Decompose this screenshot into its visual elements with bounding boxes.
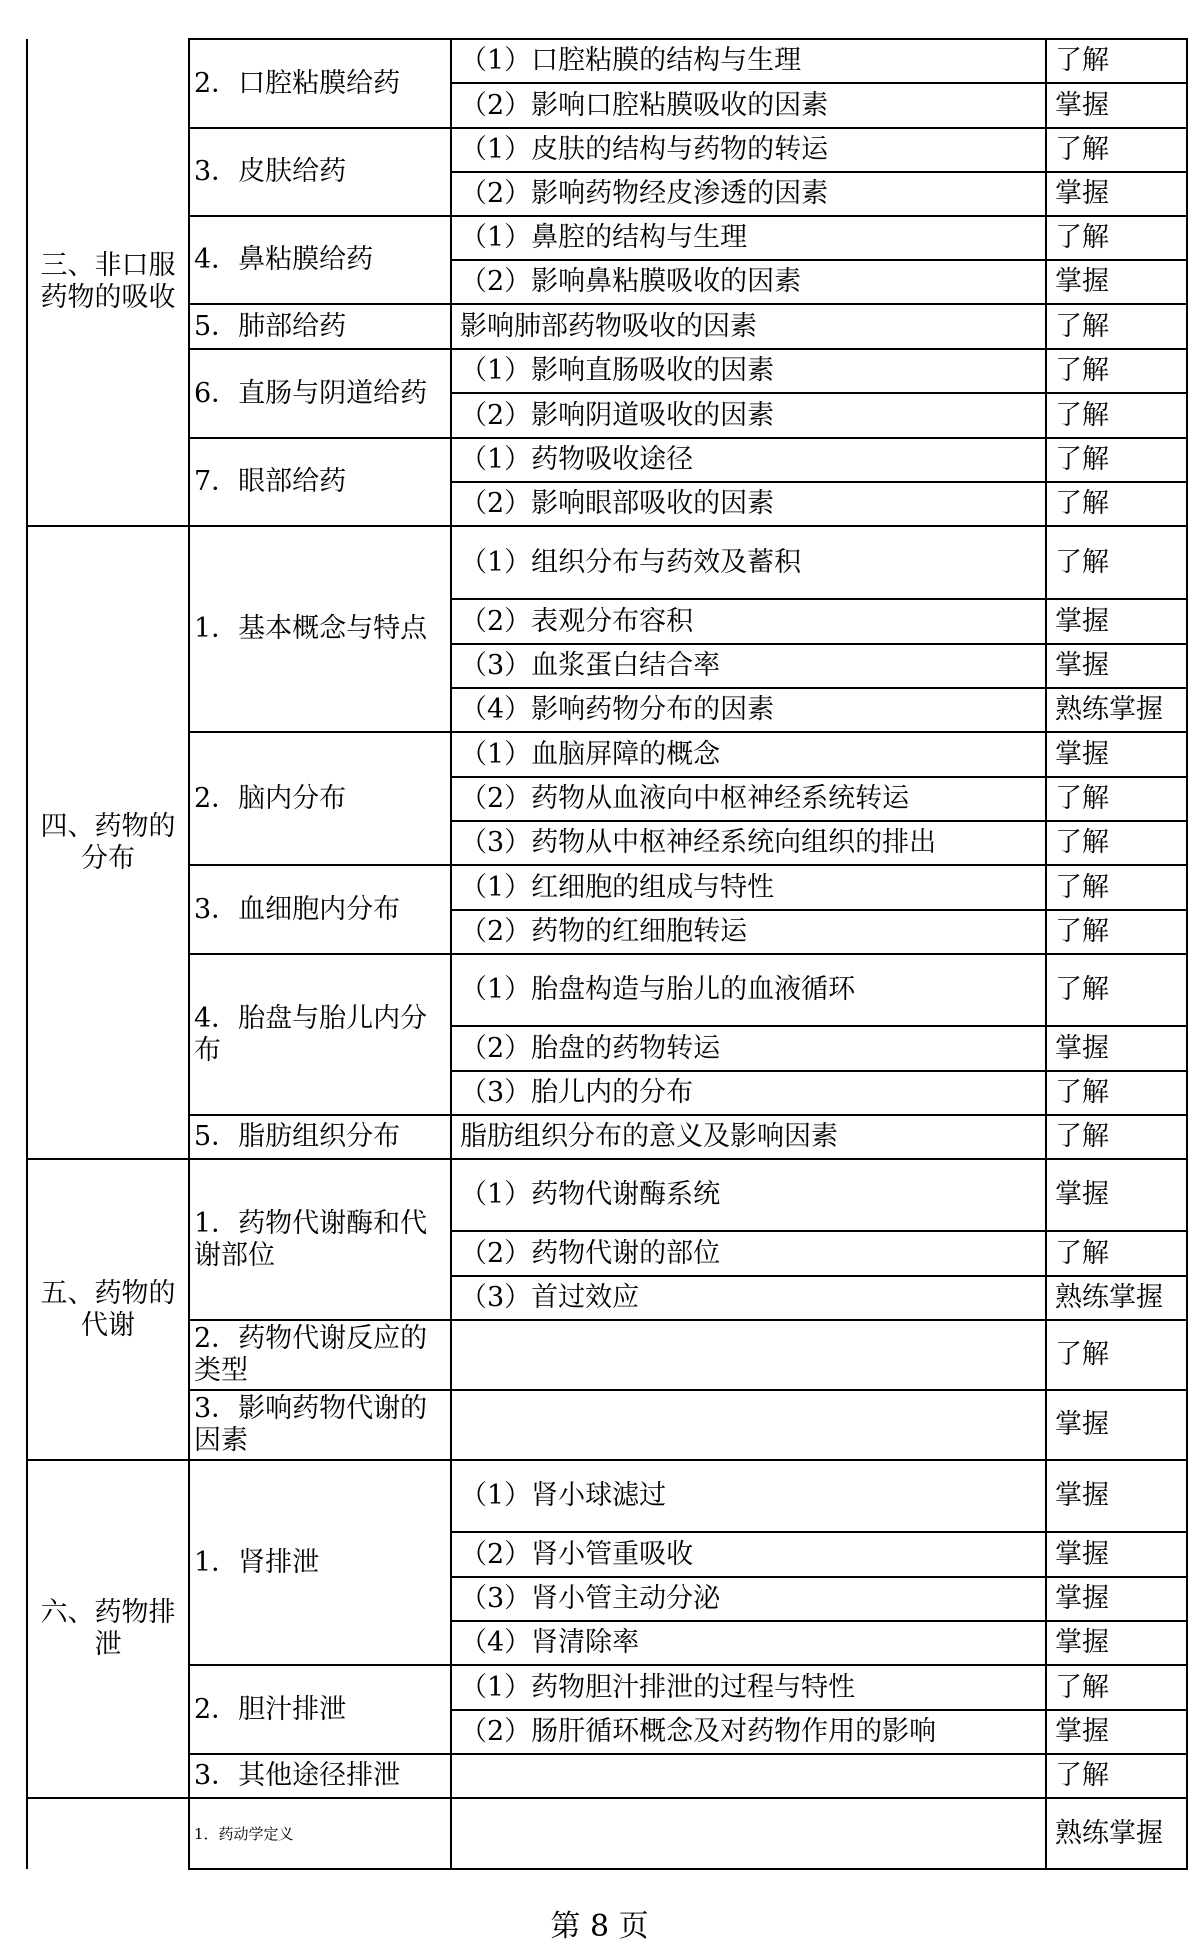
requirement-level: 掌握 xyxy=(1046,172,1187,216)
table-row xyxy=(27,1798,1187,1869)
subunit-title: 3．影响药物代谢的因素 xyxy=(189,1390,451,1460)
subunit-title: 1．药物代谢酶和代谢部位 xyxy=(189,1159,451,1320)
unit-title: 四、药物的分布 xyxy=(27,526,189,1159)
requirement-level: 掌握 xyxy=(1046,644,1187,688)
subunit-title: 2．脑内分布 xyxy=(189,732,451,865)
element-item: （2）药物的红细胞转运 xyxy=(451,910,1046,954)
table-row xyxy=(27,39,1187,83)
element-item: （2）药物代谢的部位 xyxy=(451,1231,1046,1276)
subunit-title: 2．胆汁排泄 xyxy=(189,1665,451,1754)
table-row xyxy=(27,216,1187,260)
requirement-level: 了解 xyxy=(1046,821,1187,865)
element-item: （2）影响药物经皮渗透的因素 xyxy=(451,172,1046,216)
requirement-level: 掌握 xyxy=(1046,1710,1187,1754)
requirement-level: 了解 xyxy=(1046,216,1187,260)
element-item: （4）影响药物分布的因素 xyxy=(451,688,1046,732)
table-row xyxy=(27,1115,1187,1159)
requirement-level: 了解 xyxy=(1046,1754,1187,1798)
element-item: （3）胎儿内的分布 xyxy=(451,1071,1046,1115)
subunit-title: 6．直肠与阴道给药 xyxy=(189,349,451,438)
subunit-title: 2．口腔粘膜给药 xyxy=(189,39,451,128)
table-row xyxy=(27,128,1187,172)
table-row xyxy=(27,865,1187,910)
unit-title xyxy=(27,1798,189,1869)
element-item: （2）肾小管重吸收 xyxy=(451,1532,1046,1577)
requirement-level: 掌握 xyxy=(1046,1390,1187,1460)
requirement-level: 熟练掌握 xyxy=(1046,1798,1187,1869)
subunit-title: 2．药物代谢反应的类型 xyxy=(189,1320,451,1390)
element-item: （2）胎盘的药物转运 xyxy=(451,1026,1046,1071)
table-row xyxy=(27,438,1187,482)
element-item: 影响肺部药物吸收的因素 xyxy=(451,304,1046,349)
requirement-level: 掌握 xyxy=(1046,1532,1187,1577)
element-item: （1）口腔粘膜的结构与生理 xyxy=(451,39,1046,83)
requirement-level: 熟练掌握 xyxy=(1046,1276,1187,1320)
requirement-level: 了解 xyxy=(1046,910,1187,954)
requirement-level: 了解 xyxy=(1046,128,1187,172)
element-item: （1）肾小球滤过 xyxy=(451,1460,1046,1532)
element-item: （1）血脑屏障的概念 xyxy=(451,732,1046,777)
element-item: （1）鼻腔的结构与生理 xyxy=(451,216,1046,260)
subunit-title: 3．血细胞内分布 xyxy=(189,865,451,954)
table-row xyxy=(27,1320,1187,1390)
subunit-title: 4．胎盘与胎儿内分布 xyxy=(189,954,451,1115)
requirement-level: 了解 xyxy=(1046,39,1187,83)
requirement-level: 了解 xyxy=(1046,349,1187,393)
table-row xyxy=(27,304,1187,349)
requirement-level: 了解 xyxy=(1046,1071,1187,1115)
element-item: （1）红细胞的组成与特性 xyxy=(451,865,1046,910)
element-item: （2）影响阴道吸收的因素 xyxy=(451,393,1046,438)
element-item: （2）影响眼部吸收的因素 xyxy=(451,482,1046,526)
element-item: （1）组织分布与药效及蓄积 xyxy=(451,526,1046,599)
requirement-level: 了解 xyxy=(1046,304,1187,349)
element-item: （2）肠肝循环概念及对药物作用的影响 xyxy=(451,1710,1046,1754)
requirement-level: 掌握 xyxy=(1046,599,1187,644)
element-item: （1）影响直肠吸收的因素 xyxy=(451,349,1046,393)
element-item: 脂肪组织分布的意义及影响因素 xyxy=(451,1115,1046,1159)
element-item: （3）血浆蛋白结合率 xyxy=(451,644,1046,688)
requirement-level: 了解 xyxy=(1046,526,1187,599)
requirement-level: 了解 xyxy=(1046,1231,1187,1276)
requirement-level: 熟练掌握 xyxy=(1046,688,1187,732)
requirement-level: 掌握 xyxy=(1046,1621,1187,1665)
requirement-level: 掌握 xyxy=(1046,1577,1187,1621)
table-row xyxy=(27,1159,1187,1231)
subunit-title: 4．鼻粘膜给药 xyxy=(189,216,451,304)
subunit-title: 3．其他途径排泄 xyxy=(189,1754,451,1798)
element-item: （4）肾清除率 xyxy=(451,1621,1046,1665)
requirement-level: 掌握 xyxy=(1046,1026,1187,1071)
element-item: （3）首过效应 xyxy=(451,1276,1046,1320)
subunit-title: 1．肾排泄 xyxy=(189,1460,451,1665)
element-item: （2）影响鼻粘膜吸收的因素 xyxy=(451,260,1046,304)
element-item: （1）药物吸收途径 xyxy=(451,438,1046,482)
requirement-level: 了解 xyxy=(1046,1115,1187,1159)
unit-title: 五、药物的代谢 xyxy=(27,1159,189,1460)
table-row xyxy=(27,1665,1187,1710)
requirement-level: 了解 xyxy=(1046,482,1187,526)
unit-title: 三、非口服药物的吸收 xyxy=(27,39,189,526)
element-item: （2）表观分布容积 xyxy=(451,599,1046,644)
requirement-level: 了解 xyxy=(1046,1320,1187,1390)
table-row xyxy=(27,732,1187,777)
page-number: 第 8 页 xyxy=(550,1909,649,1944)
subunit-title: 5．脂肪组织分布 xyxy=(189,1115,451,1159)
element-item: （2）影响口腔粘膜吸收的因素 xyxy=(451,83,1046,128)
element-item xyxy=(451,1320,1046,1390)
requirement-level: 了解 xyxy=(1046,393,1187,438)
requirement-level: 了解 xyxy=(1046,777,1187,821)
table-row xyxy=(27,1754,1187,1798)
element-item xyxy=(451,1754,1046,1798)
requirement-level: 了解 xyxy=(1046,865,1187,910)
syllabus-table xyxy=(26,38,1188,1870)
requirement-level: 了解 xyxy=(1046,438,1187,482)
table-row xyxy=(27,349,1187,393)
table-row xyxy=(27,1460,1187,1532)
element-item xyxy=(451,1798,1046,1869)
element-item: （3）药物从中枢神经系统向组织的排出 xyxy=(451,821,1046,865)
element-item: （2）药物从血液向中枢神经系统转运 xyxy=(451,777,1046,821)
element-item: （1）皮肤的结构与药物的转运 xyxy=(451,128,1046,172)
subunit-title: 1．药动学定义 xyxy=(189,1798,451,1869)
requirement-level: 了解 xyxy=(1046,954,1187,1026)
element-item: （1）药物代谢酶系统 xyxy=(451,1159,1046,1231)
element-item xyxy=(451,1390,1046,1460)
subunit-title: 3．皮肤给药 xyxy=(189,128,451,216)
table-row xyxy=(27,526,1187,599)
element-item: （1）药物胆汁排泄的过程与特性 xyxy=(451,1665,1046,1710)
subunit-title: 7．眼部给药 xyxy=(189,438,451,526)
requirement-level: 了解 xyxy=(1046,1665,1187,1710)
subunit-title: 5．肺部给药 xyxy=(189,304,451,349)
requirement-level: 掌握 xyxy=(1046,1159,1187,1231)
requirement-level: 掌握 xyxy=(1046,1460,1187,1532)
table-row xyxy=(27,1390,1187,1460)
table-row xyxy=(27,954,1187,1026)
element-item: （3）肾小管主动分泌 xyxy=(451,1577,1046,1621)
requirement-level: 掌握 xyxy=(1046,83,1187,128)
requirement-level: 掌握 xyxy=(1046,732,1187,777)
requirement-level: 掌握 xyxy=(1046,260,1187,304)
unit-title: 六、药物排泄 xyxy=(27,1460,189,1798)
element-item: （1）胎盘构造与胎儿的血液循环 xyxy=(451,954,1046,1026)
subunit-title: 1．基本概念与特点 xyxy=(189,526,451,732)
